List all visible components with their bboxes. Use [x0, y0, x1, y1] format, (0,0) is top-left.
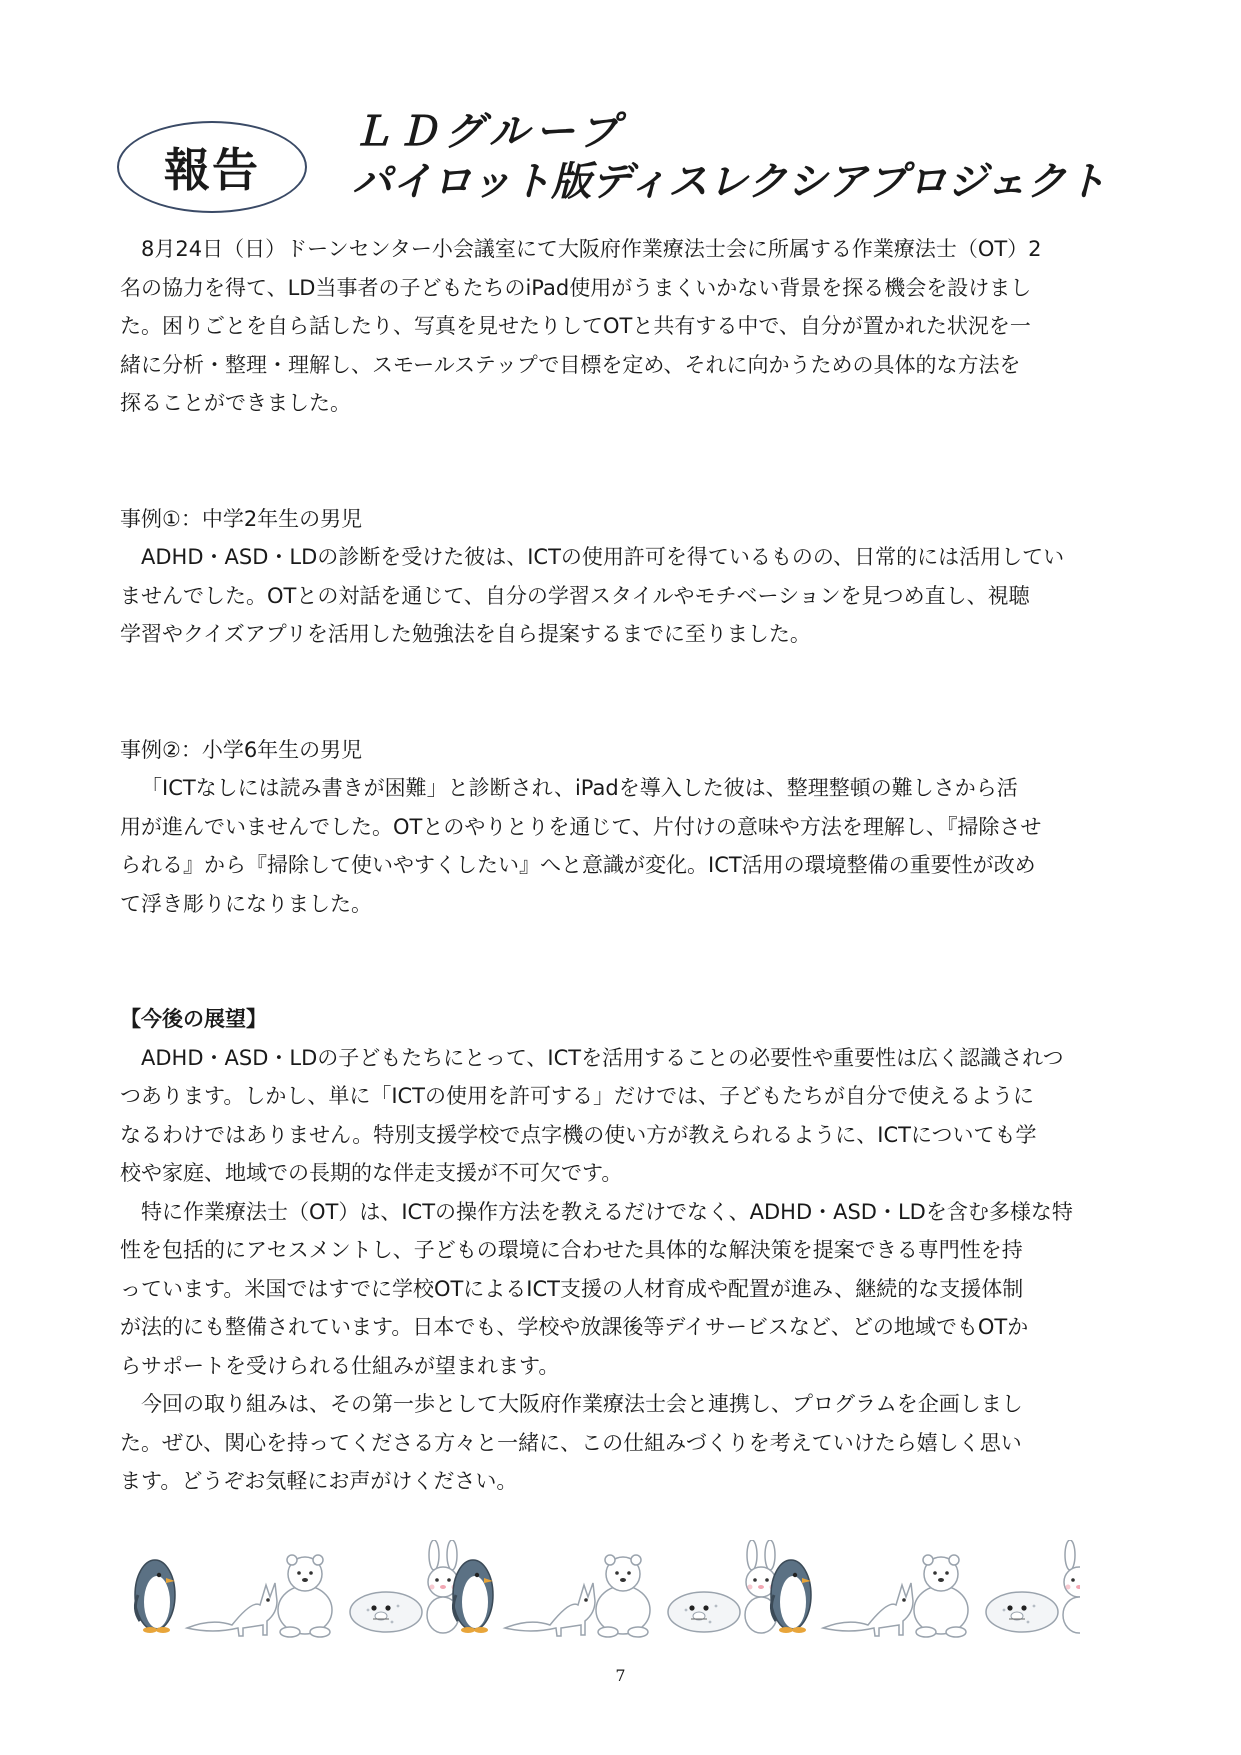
arctic-fox-icon [187, 1583, 277, 1636]
polar-bear-icon [278, 1555, 332, 1637]
intro-line: た。困りごとを自ら話したり、写真を見せたりしてOTと共有する中で、自分が置かれた状況を一 [120, 314, 1031, 338]
case-2-line: 用が進んでいませんでした。OTとのやりとりを通じて、片付けの意味や方法を理解し、『掃除させ [120, 814, 1042, 839]
outlook-line: らサポートを受けられる仕組みが望まれます。 [120, 1353, 560, 1378]
case-2-line: 「ICTなしには読み書きが困難」と診断され、iPadを導入した彼は、整理整頓の難しさから活 [141, 776, 1018, 800]
title-line-1: ＬＤグループ [352, 109, 625, 155]
outlook-line: 性を包括的にアセスメントし、子どもの環境に合わせた具体的な解決策を提案できる専門性を持 [120, 1238, 1023, 1262]
penguin-icon [135, 1560, 175, 1633]
case-1-line: ADHD・ASD・LDの診断を受けた彼は、ICTの使用許可を得ているものの、日常的には活用してい [141, 545, 1065, 569]
outlook-line: が法的にも整備されています。日本でも、学校や放課後等デイサービスなど、どの地域でもOTか [120, 1315, 1029, 1339]
page-title [352, 109, 1107, 205]
intro-line: 探ることができました。 [120, 391, 351, 415]
case-2-line: て浮き彫りになりました。 [120, 891, 372, 916]
intro-line: 8月24日（日）ドーンセンター小会議室にて大阪府作業療法士会に所属する作業療法士（OT）2 [141, 237, 1042, 261]
outlook-line: た。ぜひ、関心を持ってくださる方々と一緒に、この仕組みづくりを考えていけたら嬉しく思い [120, 1430, 1022, 1455]
case-2-heading: 事例②：小学6年生の男児 [120, 737, 363, 762]
outlook-line: 今回の取り組みは、その第一歩として大阪府作業療法士会と連携し、プログラムを企画しまし [141, 1392, 1023, 1416]
page-number: 7 [615, 1666, 626, 1685]
outlook-line: なるわけではありません。特別支援学校で点字機の使い方が教えられるように、ICTについても学 [120, 1122, 1037, 1147]
intro-line: 緒に分析・整理・理解し、スモールステップで目標を定め、それに向かうための具体的な方法を [120, 352, 1021, 377]
case-1-section [120, 500, 1125, 654]
polar-bear-icon [596, 1555, 650, 1637]
case-1-line: 学習やクイズアプリを活用した勉強法を自ら提案するまでに至りました。 [120, 622, 811, 646]
intro-line: 名の協力を得て、LD当事者の子どもたちのiPad使用がうまくいかない背景を探る機会を設けまし [120, 275, 1032, 300]
outlook-line: 特に作業療法士（OT）は、ICTの操作方法を教えるだけでなく、ADHD・ASD・LDを含む多様な特 [141, 1199, 1073, 1224]
rabbit-icon [1063, 1540, 1080, 1633]
outlook-heading: 【今後の展望】 [120, 1007, 267, 1031]
badge-label: 報告 [164, 143, 260, 197]
polar-bear-icon [914, 1555, 968, 1637]
title-line-2: パイロット版ディスレクシアプロジェクト [352, 159, 1107, 205]
outlook-line: ADHD・ASD・LDの子どもたちにとって、ICTを活用することの必要性や重要性は広く認識されつ [141, 1045, 1064, 1070]
case-1-heading: 事例①：中学2年生の男児 [120, 506, 363, 531]
penguin-icon [453, 1560, 493, 1633]
article-body [120, 230, 1125, 1501]
arctic-fox-icon [823, 1583, 913, 1636]
animal-border [130, 1540, 1080, 1640]
seal-icon [668, 1592, 740, 1632]
case-2-section [120, 731, 1125, 924]
arctic-fox-icon [505, 1583, 595, 1636]
penguin-icon [771, 1560, 811, 1633]
case-2-line: られる』から『掃除して使いやすくしたい』へと意識が変化。ICT活用の環境整備の重要性が改め [120, 853, 1036, 877]
outlook-line: つあります。しかし、単に「ICTの使用を許可する」だけでは、子どもたちが自分で使えるように [120, 1084, 1035, 1108]
outlook-line: 校や家庭、地域での長期的な伴走支援が不可欠です。 [120, 1161, 623, 1185]
outlook-line: ます。どうぞお気軽にお声がけください。 [120, 1469, 518, 1493]
report-badge [117, 121, 307, 213]
seal-icon [986, 1592, 1058, 1632]
case-1-line: ませんでした。OTとの対話を通じて、自分の学習スタイルやモチベーションを見つめ直し、視聴 [120, 583, 1030, 608]
seal-icon [350, 1592, 422, 1632]
outlook-section [120, 1000, 1125, 1501]
outlook-line: っています。米国ではすでに学校OTによるICT支援の人材育成や配置が進み、継続的な支援体制 [120, 1276, 1024, 1301]
intro-paragraph [120, 230, 1125, 423]
